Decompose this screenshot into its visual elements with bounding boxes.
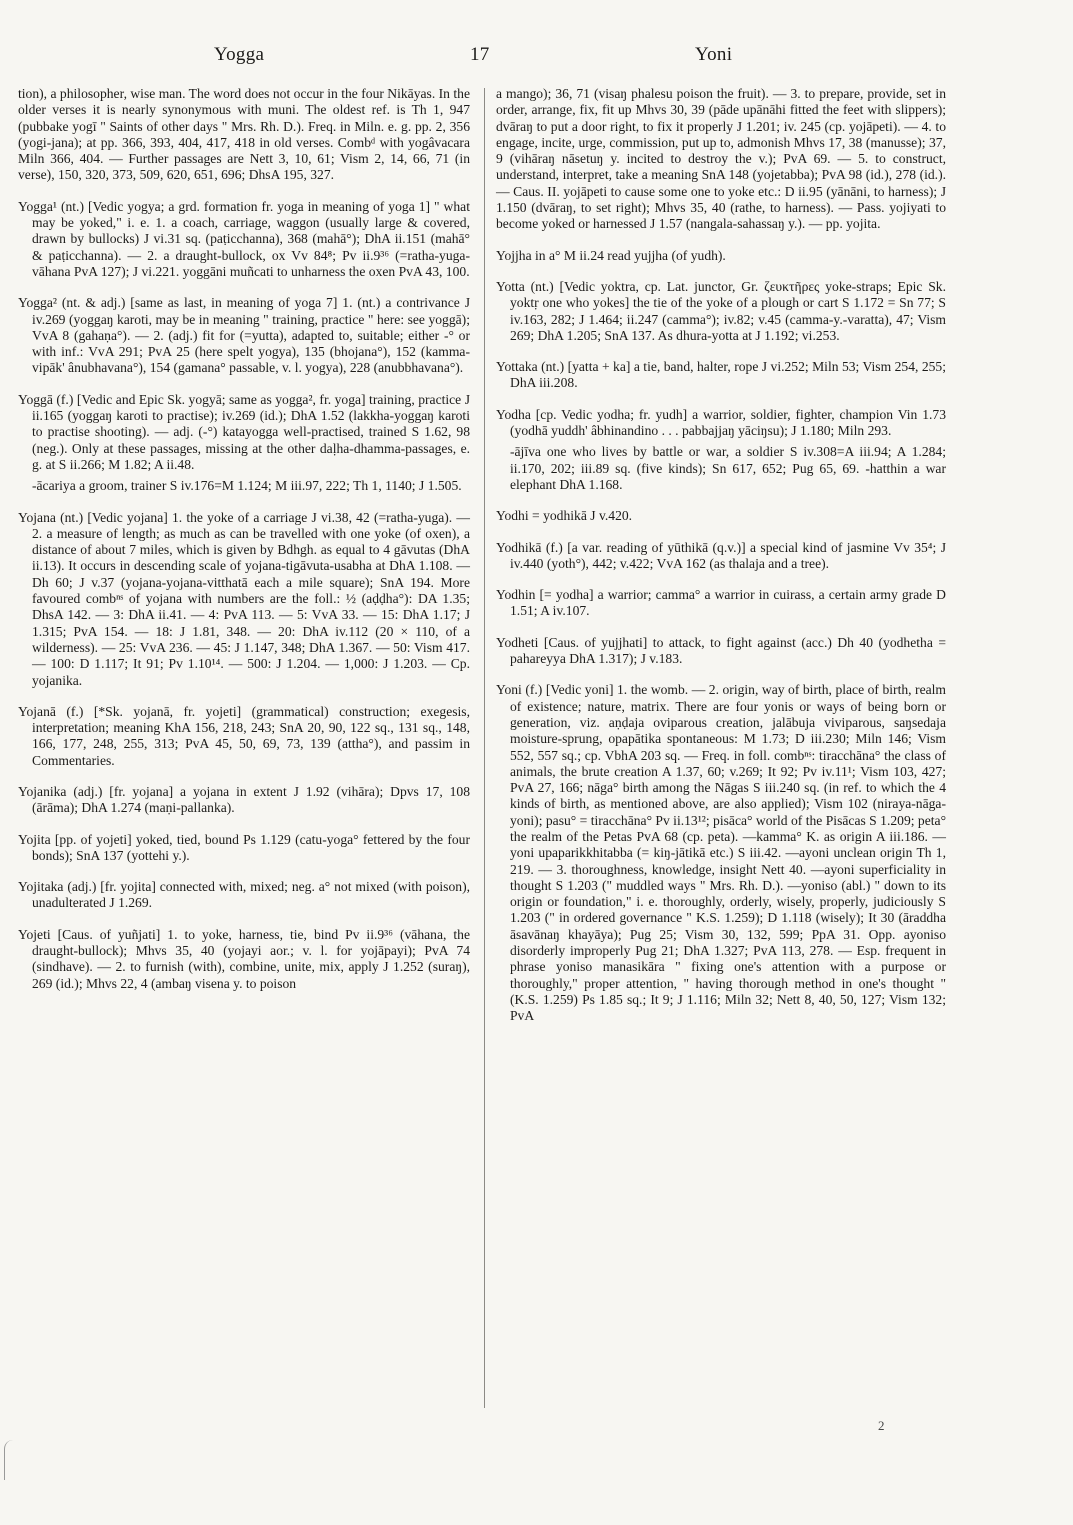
entry-yojeti: Yojeti [Caus. of yuñjati] 1. to yoke, harness, tie, bind Pv ii.9³⁶ (vāhana, the draught-bullock); Mhvs 35, 40 (yojayi aor.; v. l. for yojāpayi); PvA 74 (sindhave). — 2. to furnish (with), combine, unite, mix, apply J 1.252 (suraŋ), 269 (id.); Mhvs 22, 4 (ambaŋ visena y. to poison: [18, 926, 470, 991]
entry-yottaka: Yottaka (nt.) [yatta + ka] a tie, band, halter, rope J vi.252; Miln 53; Vism 254, 255; DhA iii.208.: [496, 359, 946, 391]
entry-yodhin: Yodhin [= yodha] a warrior; camma° a warrior in cuirass, a certain army grade D 1.51; A iv.107.: [496, 587, 946, 619]
column-divider: [484, 88, 485, 1408]
entry-yojita: Yojita [pp. of yojeti] yoked, tied, bound Ps 1.129 (catu-yoga° fettered by the four bonds); SnA 137 (yottehi y.).: [18, 831, 470, 863]
entry-yogga-1: Yogga¹ (nt.) [Vedic yogya; a grd. formation fr. yoga in meaning of yoga 1] " what may be yoked," i. e. 1. a coach, carriage, waggon (usually large & covered, drawn by bullocks) J vi.31 sq. (paṭicchanna), 368 (mahā°); DhA ii.151 (mahā° & paṭicchanna). — 2. a draught-bullock, ox Vv 84⁸; Pv ii.9³⁶ (=ratha-yuga-vāhana PvA 127); J vi.221. yoggāni muñcati to unharness the oxen PvA 43, 100.: [18, 198, 470, 279]
entry-yodhi: Yodhi = yodhikā J v.420.: [496, 508, 633, 524]
page-number: 17: [470, 44, 490, 65]
left-headword: Yogga: [214, 44, 265, 65]
entry-yojana-f: Yojanā (f.) [*Sk. yojanā, fr. yojeti] (grammatical) construction; exegesis, interpretation; meaning KhA 156, 218, 243; SnA 20, 90, 122 sq., 131 sq., 148, 166, 177, 248, 255, 313; PvA 45, 50, 69, 73, 139 (attha°), and passim in Commentaries.: [18, 703, 470, 768]
margin-mark: [4, 1440, 13, 1480]
entry-yojeti-continued: a mango); 36, 71 (visaŋ phalesu poison the fruit). — 3. to prepare, provide, set in order, arrange, fix, fit up Mhvs 30, 39 (pāde upānāhi fitted the feet with slippers); dvāraŋ to put a door right, to fix it properly J 1.201; iv. 245 (cp. yojāpeti). — 4. to engage, incite, urge, commission, put up to, admonish Mhvs 17, 38 (manusse); 37, 9 (vihāraŋ nāsetuŋ y. incited to destroy the v.); PvA 69. — 5. to construct, understand, interpret, take a meaning SnA 148 (yojetabba); PvA 98 (id.), 278 (id.). — Caus. II. yojāpeti to cause some one to yoke etc.: D ii.95 (yānāni, to harness); J 1.150 (dvāraŋ, to set right); Mhvs 35, 40 (rathe, to harness). — Pass. yojiyati to become yoked or harnessed J 1.57 (nangala-sahassaŋ y.). — pp. yojita.: [496, 86, 946, 232]
entry-yodha: Yodha [cp. Vedic yodha; fr. yudh] a warrior, soldier, fighter, champion Vin 1.73 (yodhā yuddh' âbhinandino . . . pabbajjaŋ yāciŋsu); J 1.180; Miln 293.: [496, 406, 946, 439]
signature-mark: 2: [878, 1418, 885, 1433]
entry-yojitaka: Yojitaka (adj.) [fr. yojita] connected with, mixed; neg. a° not mixed (with poison), unadulterated J 1.269.: [18, 879, 470, 911]
right-headword: Yoni: [695, 44, 733, 65]
entry-yogga-2: Yogga² (nt. & adj.) [same as last, in meaning of yoga 7] 1. (nt.) a contrivance J iv.269 (yoggaŋ karoti, may be in meaning " training, practice " here: see yoggā); VvA 8 (gahaṇa°). — 2. (adj.) fit for (=yutta), adapted to, suitable; either -° or with inf.: VvA 291; PvA 25 (here spelt yogya), 135 (bhojana°), 152 (kamma-vipāk' ânubhavana°), 154 (gamana° passable, v. l. yogya), 228 (anubbhavana°).: [18, 295, 470, 376]
subentry-ajiva: -ājīva one who lives by battle or war, a soldier S iv.308=A iii.94; A 1.284; ii.170, 202; iii.89 sq. (five kinds); Sn 617, 652; Pug 65, 69. -hatthin a war elephant DhA 1.168.: [510, 444, 946, 492]
entry-yoni: Yoni (f.) [Vedic yoni] 1. the womb. — 2. origin, way of birth, place of birth, realm of existence; nature, matrix. There are four yonis or ways of being born or generation, viz. aṇḍaja oviparous creation, jalābuja viviparous, saŋsedaja moisture-sprung, opapātika spontaneous: M 1.73; D iii.230; Miln 146; Vism 552, 557 sq.; cp. VbhA 203 sq. — Freq. in foll. combⁿˢ: tiracchāna° the class of animals, the brute creation A 1.37, 60; v.269; It 92; Pv iv.11¹; Vism 103, 427; PvA 27, 166; nāga° birth among the Nāgas S iii.240 sq. (in ref. to which the 4 kinds of birth, as mentioned above, are also applied); Vism 102 (niraya-nāga-yoni); pasu° = tiracchāna° Pv ii.13¹²; pisāca° world of the Pisācas S 1.209; peta° the realm of the Petas PvA 68 (cp. peta). —kamma° K. as origin A iii.186. — yoni upaparikkhitabba (= kiŋ-jātikā etc.) S iii.42. —ayoni unclean origin Th 1, 219. — 3. thoroughness, knowledge, insight Nett 40. —ayoni superficiality in thought S 1.203 (" muddled ways " Mrs. Rh. D.). —yoniso (abl.) " down to its origin or foundation," i. e. thoroughly, orderly, wisely, properly, judiciously S 1.203 (" in ordered governance " K.S. 1.259); D 1.118 (wisely); It 30 (āraddha āsavānaŋ khayāya); Pug 25; Vism 30, 132, 599; PpA 31. Opp. ayoniso disorderly improperly Pug 21; DhA 1.327; PvA 113, 278. — Esp. frequent in phrase yoniso manasikāra " fixing one's attention with a purpose or thoroughly," proper attention, " having thorough method in one's thought " (K.S. 1.259) Ps 1.85 sq.; It 9; J 1.116; Miln 32; Nett 8, 40, 50, 127; Vism 132; PvA: [496, 682, 946, 1024]
entry-yodhika: Yodhikā (f.) [a var. reading of yūthikā (q.v.)] a special kind of jasmine Vv 35⁴; J iv.440 (yoth°), 442; v.422; VvA 162 (as thalaja and a tree).: [496, 539, 946, 571]
entry-continuation: tion), a philosopher, wise man. The word does not occur in the four Nikāyas. In the older verses it is nearly synonymous with muni. The oldest ref. is Th 1, 947 (pubbake yogī " Saints of other days " Mrs. Rh. D.). Freq. in Miln. e. g. pp. 2, 356 (yogi-jana); at pp. 366, 393, 404, 417, 418 in old verses. Combᵈ with yogâvacara Miln 366, 404. — Further passages are Nett 3, 10, 61; Vism 2, 14, 66, 71 (in verse), 150, 320, 373, 509, 620, 651, 696; DhsA 195, 327.: [18, 86, 470, 183]
entry-yojana: Yojana (nt.) [Vedic yojana] 1. the yoke of a carriage J vi.38, 42 (=ratha-yuga). — 2. a measure of length; as much as can be travelled with one yoke (of oxen), a distance of about 7 miles, which is given by Bdhgh. as equal to 4 gāvutas (DhA ii.13). It occurs in descending scale of yojana-tigāvuta-usabha at DhA 1.108. — Dh 60; J v.37 (yojana-yojana-vitthatā each a mile square); SnA 194. More favoured combⁿˢ of yojana with numbers are the foll.: ½ (aḍḍha°): DA 1.35; DhsA 142. — 3: DhA ii.41. — 4: PvA 113. — 5: VvA 33. — 15: DhA 1.17; J 1.315; PvA 154. — 18: J 1.81, 348. — 20: DhA iv.112 (20 × 110, of a wilderness). — 25: VvA 236. — 45: J 1.147, 348; DhA 1.367. — 50: Vism 417. — 100: D 1.117; It 91; Pv 1.10¹⁴. — 500: J 1.204. — 1,000: J 1.203. — Cp. yojanika.: [18, 509, 470, 688]
entry-yodheti: Yodheti [Caus. of yujjhati] to attack, to fight against (acc.) Dh 40 (yodhetha = pahareyya DhA 1.317); J v.183.: [496, 634, 946, 667]
entry-yotta: Yotta (nt.) [Vedic yoktra, cp. Lat. junctor, Gr. ζευκτῆρες yoke-straps; Epic Sk. yoktṛ one who yokes] the tie of the yoke of a plough or cart S 1.172 = Sn 77; S iv.163, 282; J 1.464; ii.247 (camma°); iv.82; v.45 (camma-y.-varatta), 47; Vism 269; DhA 1.205; SnA 137. As dhura-yotta at J 1.192; vi.253.: [496, 278, 946, 343]
entry-yojanika: Yojanika (adj.) [fr. yojana] a yojana in extent J 1.92 (vihāra); Dpvs 17, 108 (ārāma); DhA 1.274 (maṇi-pallanka).: [18, 783, 470, 816]
left-column: [18, 86, 470, 1007]
subentry-acariya: -ācariya a groom, trainer S iv.176=M 1.124; M iii.97, 222; Th 1, 1140; J 1.505.: [32, 478, 462, 494]
entry-yojjha: Yojjha in a° M ii.24 read yujjha (of yudh).: [496, 247, 726, 263]
right-column: [496, 86, 946, 1040]
entry-yogga-f: Yoggā (f.) [Vedic and Epic Sk. yogyā; same as yogga², fr. yoga] training, practice J ii.165 (yoggaŋ karoti to practise); iv.269 (id.); DhA 1.52 (lakkha-yoggaŋ karoti to practise shooting). — adj. (-°) katayogga well-practised, trained S 1.62, 98 (neg.). Only at these passages, missing at the other daḷha-dhamma-passages, e. g. at S ii.266; M 1.82; A ii.48.: [18, 391, 470, 472]
page-header: [0, 44, 1073, 74]
